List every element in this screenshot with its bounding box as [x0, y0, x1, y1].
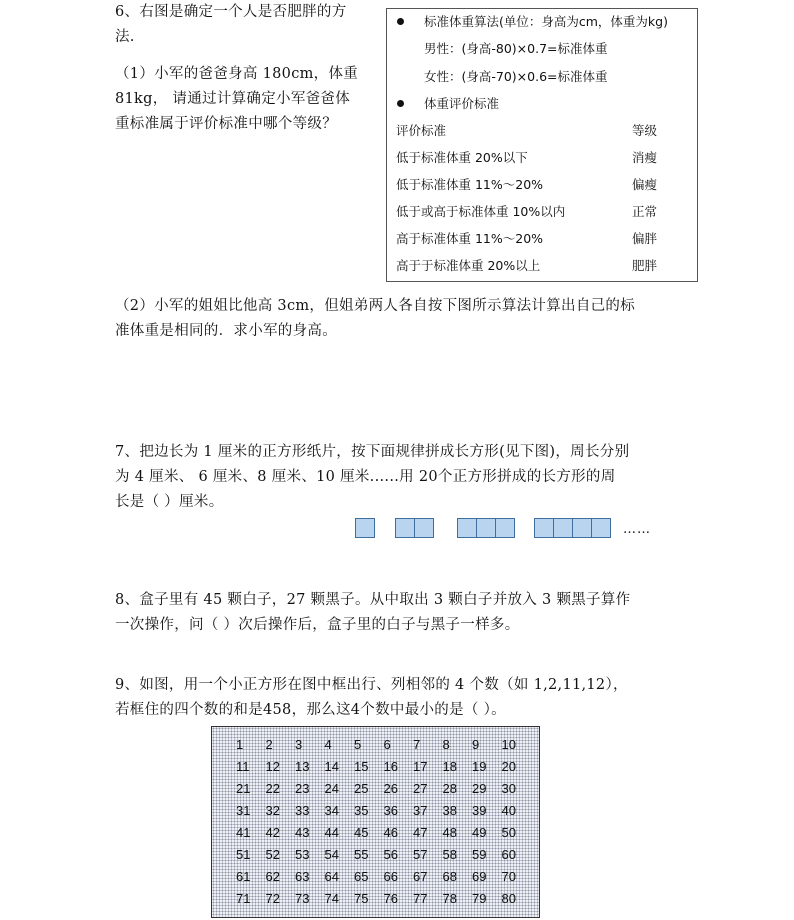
unit-square [355, 518, 375, 538]
eval-row-level: 偏瘦 [632, 177, 658, 192]
bullet-icon [397, 100, 404, 107]
grid-cell: 33 [295, 803, 310, 818]
grid-cell: 35 [354, 803, 369, 818]
grid-cell: 16 [383, 759, 398, 774]
grid-cell: 56 [383, 847, 398, 862]
grid-cell: 38 [442, 803, 457, 818]
grid-cell: 13 [295, 759, 310, 774]
eval-row-level: 正常 [632, 204, 658, 219]
formula-title-row [397, 12, 668, 30]
grid-cell: 20 [501, 759, 516, 774]
formula-title: 标准体重算法(单位：身高为cm，体重为kg) [424, 14, 668, 29]
grid-cell: 2 [265, 737, 273, 752]
grid-cell: 77 [413, 891, 428, 906]
unit-square [495, 518, 515, 538]
grid-cell: 61 [236, 869, 251, 884]
grid-cell: 75 [354, 891, 369, 906]
grid-cell: 7 [413, 737, 421, 752]
grid-cell: 47 [413, 825, 428, 840]
grid-cell: 27 [413, 781, 428, 796]
grid-cell: 49 [472, 825, 487, 840]
q6-part1 [115, 62, 358, 137]
eval-row-standard: 高于标准体重 11%～20% [396, 231, 544, 246]
unit-square [591, 518, 611, 538]
grid-cell: 15 [354, 759, 369, 774]
eval-header-level: 等级 [632, 123, 658, 138]
weight-standard-box [386, 8, 698, 282]
unit-square [476, 518, 496, 538]
grid-cell: 57 [413, 847, 428, 862]
q6-intro-line: 法. [115, 29, 135, 45]
grid-cell: 53 [295, 847, 310, 862]
grid-cell: 63 [295, 869, 310, 884]
grid-cell: 37 [413, 803, 428, 818]
grid-cell: 10 [501, 737, 516, 752]
grid-cell: 19 [472, 759, 487, 774]
female-formula: 女性：(身高-70)×0.6=标准体重 [424, 69, 608, 84]
q6-part1-line: 81kg， 请通过计算确定小军爸爸体 [115, 91, 351, 107]
grid-cell: 79 [472, 891, 487, 906]
unit-square [414, 518, 434, 538]
q6-part2 [115, 294, 635, 344]
grid-cell: 29 [472, 781, 487, 796]
unit-square [395, 518, 415, 538]
grid-cell: 71 [236, 891, 251, 906]
grid-cell: 45 [354, 825, 369, 840]
grid-cell: 40 [501, 803, 516, 818]
grid-cell: 66 [383, 869, 398, 884]
eval-row-level: 肥胖 [632, 258, 658, 273]
grid-cell: 55 [354, 847, 369, 862]
grid-cell: 72 [265, 891, 280, 906]
grid-cell: 44 [324, 825, 339, 840]
grid-cell: 52 [265, 847, 280, 862]
grid-cell: 65 [354, 869, 369, 884]
eval-row-standard: 低于或高于标准体重 10%以内 [396, 204, 566, 219]
q6-part1-line: 重标准属于评价标准中哪个等级？ [115, 116, 337, 132]
grid-cell: 11 [236, 759, 250, 774]
grid-cell: 5 [354, 737, 362, 752]
q7-line: 长是（ ）厘米。 [115, 494, 224, 510]
grid-cell: 8 [442, 737, 450, 752]
q8-line: 8、盒子里有 45 颗白子，27 颗黑子。从中取出 3 颗白子并放入 3 颗黑子算作 [115, 592, 631, 608]
unit-square [457, 518, 477, 538]
q6-intro-line: 6、右图是确定一个人是否肥胖的方 [115, 4, 347, 20]
grid-cell: 24 [324, 781, 339, 796]
eval-row-level: 偏胖 [632, 231, 658, 246]
grid-cell: 54 [324, 847, 339, 862]
eval-header-standard: 评价标准 [396, 123, 447, 138]
grid-cell: 68 [442, 869, 457, 884]
eval-row-level: 消瘦 [632, 150, 658, 165]
grid-cell: 64 [324, 869, 339, 884]
q6-part2-line: （2）小军的姐姐比他高 3cm，但姐弟两人各自按下图所示算法计算出自己的标 [115, 298, 636, 314]
unit-square [534, 518, 554, 538]
grid-cell: 28 [442, 781, 457, 796]
q7-line: 为 4 厘米、 6 厘米、8 厘米、10 厘米......用 20个正方形拼成的长方形的周 [115, 469, 616, 485]
grid-cell: 25 [354, 781, 369, 796]
grid-cell: 62 [265, 869, 280, 884]
bullet-icon [397, 18, 404, 25]
number-grid-cells [230, 737, 525, 913]
grid-cell: 76 [383, 891, 398, 906]
grid-cell: 32 [265, 803, 280, 818]
grid-cell: 26 [383, 781, 398, 796]
q9-line: 9、如图，用一个小正方形在图中框出行、列相邻的 4 个数（如 1,2,11,12）， [115, 677, 628, 693]
grid-cell: 36 [383, 803, 398, 818]
grid-cell: 9 [472, 737, 480, 752]
grid-cell: 58 [442, 847, 457, 862]
grid-cell: 12 [265, 759, 280, 774]
grid-cell: 34 [324, 803, 339, 818]
q7-line: 7、把边长为 1 厘米的正方形纸片，按下面规律拼成长方形(见下图)，周长分别 [115, 444, 630, 460]
q8-text [115, 588, 630, 638]
grid-cell: 31 [236, 803, 251, 818]
grid-cell: 14 [324, 759, 339, 774]
grid-cell: 70 [501, 869, 516, 884]
square-pattern-2 [395, 518, 433, 538]
grid-cell: 48 [442, 825, 457, 840]
grid-cell: 22 [265, 781, 280, 796]
grid-cell: 39 [472, 803, 487, 818]
grid-cell: 21 [236, 781, 251, 796]
grid-cell: 23 [295, 781, 310, 796]
q6-part1-line: （1）小军的爸爸身高 180cm，体重 [115, 66, 359, 82]
eval-row-standard: 高于于标准体重 20%以上 [396, 258, 541, 273]
grid-cell: 42 [265, 825, 280, 840]
grid-cell: 43 [295, 825, 310, 840]
square-pattern-4 [534, 518, 610, 538]
number-grid [211, 726, 540, 918]
eval-title-row [397, 94, 499, 112]
grid-cell: 73 [295, 891, 310, 906]
grid-cell: 67 [413, 869, 428, 884]
pattern-ellipsis: …… [623, 522, 651, 537]
grid-cell: 1 [236, 737, 244, 752]
eval-row-standard: 低于标准体重 11%～20% [396, 177, 544, 192]
grid-cell: 17 [413, 759, 428, 774]
grid-cell: 74 [324, 891, 339, 906]
grid-cell: 80 [501, 891, 516, 906]
eval-title: 体重评价标准 [424, 96, 500, 111]
q6-part2-line: 准体重是相同的．求小军的身高。 [115, 323, 337, 339]
grid-cell: 69 [472, 869, 487, 884]
grid-cell: 30 [501, 781, 516, 796]
grid-cell: 4 [324, 737, 332, 752]
grid-cell: 51 [236, 847, 251, 862]
grid-cell: 41 [236, 825, 251, 840]
square-pattern-3 [457, 518, 514, 538]
grid-cell: 50 [501, 825, 516, 840]
grid-cell: 18 [442, 759, 457, 774]
grid-cell: 6 [383, 737, 391, 752]
eval-row-standard: 低于标准体重 20%以下 [396, 150, 528, 165]
unit-square [572, 518, 592, 538]
grid-cell: 59 [472, 847, 487, 862]
unit-square [553, 518, 573, 538]
q9-text [115, 673, 628, 723]
grid-cell: 60 [501, 847, 516, 862]
square-pattern-1 [355, 518, 374, 538]
q9-line: 若框住的四个数的和是458，那么这4个数中最小的是（ ）。 [115, 702, 506, 718]
q6-intro [115, 0, 347, 50]
grid-cell: 78 [442, 891, 457, 906]
q7-text [115, 440, 629, 515]
q8-line: 一次操作，问（ ）次后操作后，盒子里的白子与黑子一样多。 [115, 617, 520, 633]
grid-cell: 46 [383, 825, 398, 840]
male-formula: 男性：(身高-80)×0.7=标准体重 [424, 41, 608, 56]
grid-cell: 3 [295, 737, 303, 752]
